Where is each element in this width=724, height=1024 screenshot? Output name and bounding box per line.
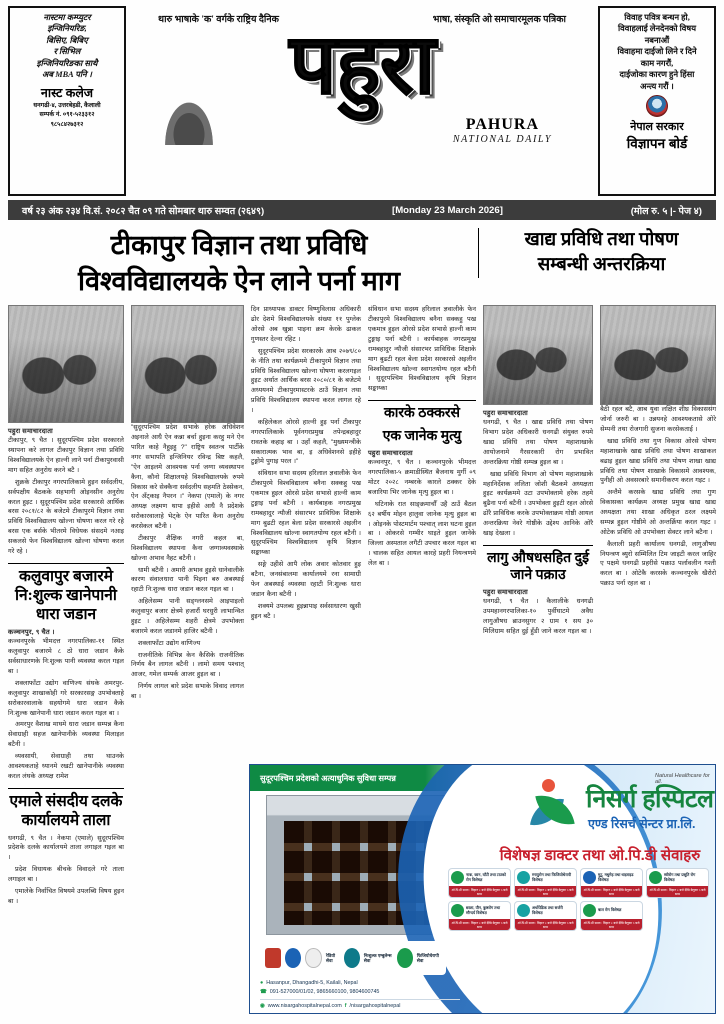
dateline-english: [Monday 23 March 2026] [392,204,503,216]
ad-website: www.nisargahospitalnepal.com [267,1002,342,1009]
service-hours: ओ.पि.डी समय : बिहान ८ बजे देखि बेलुका ५ बजे सम्म [449,886,510,897]
service-card[interactable] [646,868,709,898]
service-card-top [581,902,642,919]
column-1 [8,305,124,908]
right-ad-line-3: नबनाऔं [644,35,670,45]
facebook-icon: f [344,1002,347,1009]
free-ambulance-label: निःशुल्क एम्बुलेन्स सेवा [363,952,392,963]
logo-dot-icon [542,779,555,792]
nutrition2-para-2: खाद्य प्रविधि तथा गुण विकास ओरसे पोषण महाशाखाके खाद्य प्रविधि तथा पोषण शाखाकल बढाइ हुइल खाद्य प्रविधि तथा पोषण शाखा खाद्य प्रविधि तथा पोषण शाखाके विकासमे आवश्यक, पुनीही ओ अवसरबारे समानीकरण करल गइट । [600,437,716,485]
service-hours: ओ.पि.डी समय : बिहान ८ बजे देखि बेलुका ५ बजे सम्म [515,886,576,897]
tagline-left: थारु भाषाके 'क' वर्गके राष्ट्रिय दैनिक [158,15,279,25]
service-icon [583,904,596,917]
ad-trademark-text: Natural Healthcare for all. [655,773,710,785]
physiotherapy-icon [397,948,413,968]
emale-para-4: निर्णय लागल बारे प्रदेश सभाके विवाद लागल बा । [130,683,244,700]
lead-para-2: शुक्रके टीकापुर नगरपालिकामे हुइन सर्वदलीय, सर्वपक्षीय बैठकके सहभागी ओइनसीन अनुरोध करल हुइट । सुदूरपश्चिम प्रदेश सरकारसे आर्थिक बरस २०८१/८२ के बजेटमे टीकापुरमे विज्ञान तथा प्रविधि विश्वविद्यालय खोल्ना घोषणा करल गरे रहे बरस एक बर्सके भीतरमे विधेयक संसदमे नआइ सकलसे फेन विश्वविद्यालय खोल्ना घोषणा करल गरे रहे । [8,478,124,555]
service-card-top [581,869,642,886]
nepal-government-emblem-icon [646,95,668,117]
left-ad-line-3: बिसिए, बिबिए [46,35,88,45]
radiology-label: रेडियो सेवा [326,952,335,963]
dateline-nepali: वर्ष २३ अंक २३४ वि.सं. २०८२ चैत ०९ गते सोमबार थारु सम्वत (२६४९) [22,205,265,217]
service-title: मुटु, मधुमेह तथा थाइराइड विशेषज्ञ [598,871,634,882]
service-title: बाल रोग विशेषज्ञ [598,907,622,913]
water3-para-1: सङ्गे उहीसे आपै लोक अवार कोतवार हुइ बटैना, जनसंबालमा कार्यालयमे रना सामाग्री फेन अबस्थाई व्यवस्था रहाटी नि:शुल्क धारा जडान कैना बटैनी । [250,561,361,598]
service-card[interactable] [448,901,511,931]
location-pin-icon: ● [260,980,264,986]
dateline-bar [8,200,716,220]
lead-headline[interactable] [8,228,470,299]
basket-icon [162,97,216,145]
car-story-headline-line-2[interactable]: एक जानेक मुत्यु [382,429,462,445]
right-ad-line-2: विवाहलाई लेनदेनको विषय [617,24,697,34]
ad-phone: 091-527000/01/02, 9865660100, 9804600745 [269,988,380,995]
service-hours: ओ.पि.डी समय : बिहान ८ बजे देखि बेलुका ५ बजे सम्म [647,886,708,897]
right-ad-line-6: दाईजोका कारण हुने हिंसा [619,70,695,80]
physiotherapy-label: फिजियोथेरापी सेवा [416,952,439,963]
left-ad-contact: सम्पर्क नं. ०९१-५२३३१२ [39,111,95,119]
left-ad-line-4: र सिभिल [53,47,81,57]
water-story-headline[interactable]: कलुवापुर बजारमे नि:शुल्क खानेपानी धारा जडान [8,563,124,625]
column-2 [131,305,244,908]
lead-col3-para-3: कहिलेकल ओरसे हाल्नी हुइ पर्ना टीकापुर नगरपालिकाके पूर्वनगरप्रमुख तपेन्द्रबहादुर रावतके कहाइ बा । उहाँ कहलै, "मुख्यमन्त्रीके सकारात्मक भाव बा, इ अधिवेशनसे इहीहे टुङ्गोमे पुगाइ परल ।" [250,418,361,466]
ad-web-row[interactable] [260,999,460,1011]
service-icon [451,871,464,884]
drugs-story-headline[interactable]: लागु औषधसहित दुई जाने पक्राउ [483,545,593,584]
lead-para-3: "सुदूरपश्चिम प्रदेश सभाके हरेक अधिवेशन अइनाले आधै ऐन कन्ना बर्चा हुइना करहु मने ऐन पारित काहे नैहुइहु ?" राष्ट्रिय स्वतन्त्र पार्टीके नगर सभापति इन्जिनियर रविन्द्र बिष्ट कहलै, "ऐन आइलमे आवश्यक पर्ना जग्गा व्यवस्थापन कैना, कौनो शिक्षालयहे विश्वविद्यालयके रुपमे विकास करे सेक्कैना सर्वदलीय सहमति ठेस्सेकन, ऐन अँट्काइ नैपरन ।" नेकपा (एमाले) के नगर अध्यक्ष लक्ष्मण थापा इहीसे आधै नै प्रदेशके सरोकारवालाहे भेट्के ऐन पारित कैना अनुरोध करसेकल बटैनी । [130,424,244,530]
lead-story-photo-2 [131,305,244,423]
nutrition-para-1: धनगढी, ९ चैत । खाद्य प्रविधि तथा पोषण विभाग प्रदेश अधिकारी धनगढी संयुक्त रुपमे खाद्य प्रविधि तथा पोषण महाशाखाके आयोजनामे गैरसरकारी रोग प्रभावित अन्तरक्रिया गोष्ठी सम्पन्न हुइल बा । [483,419,594,466]
dateline-price: (मोल रु. ५ |- पेज ४) [630,205,702,217]
water2-para-1: धामी बटैनी । अमारी अभाव हुइसे धानेवालीके कारण संवालधारा पानी पिइना बरु अबस्थाई रहाटी नि:शुल्क धारा जडान करल गइल बा । [130,566,244,594]
nutrition-para-2: खाद्य प्रविधि विभाग ओ पोषण महाशाखाके महानिर्देशक ललिता जोशी बैठकमे अध्यक्षता हुइट कार्यक्रममे उटा उपभोक्तामे हरेक तहमे बुढैना पर्ना बटैनी । उपभोक्ता हुइटी रहल ओरसे ढोरै प्राविधिक करके उपभोक्ताक्रम गोष्ठी आयल अन्तरक्रिया नेवरे गोष्ठीके उद्देश्य आनिके ओरै खाइ देखला । [483,470,594,537]
hospital-logo-icon [530,777,580,831]
nutrition-byline: पहुरा समाचारदाता [483,410,528,418]
ad-facility-icons-row [260,941,446,975]
ad-board-name: विज्ञापन बोर्ड [626,136,688,152]
lead-col4-para-1: संविधान सभा सदस्य हरिलाल ज्ञवालीके फेन टीकापुरमे विश्वविद्यालय बनैना सक्कहु पख एकमात्र हुइल ओरसे प्रदेश सभासे हाल्नी काम टुङ्गाइ पर्ना बटैनी । कार्यबाहक नगरप्रमुख रामबहादुर न्यौजी संसारभर प्राविधिक शिक्षाके माग बुढटी रहल बेला प्रदेश सरकारसे अइलीन विश्वविद्यालय खोल्ना स्वागतयोग्य रहल बटैनी । सुदूरपश्चिम विश्वविद्यालय कृषि विज्ञान सङ्काय्का [367,306,477,393]
service-title: नाक, कान, घाँटी तथा टाउको रोग विशेषज्ञ [466,871,506,882]
service-title: अर्थोपेडिक तथा सर्जरी विशेषज्ञ [532,904,563,915]
english-subtitle: NATIONAL DAILY [452,134,552,146]
car-byline: पहुरा समाचारदाता [367,450,413,458]
phone-icon: ☎ [260,988,267,995]
left-ad-line-5: इन्जिनियरिङका साथै [36,58,98,68]
water-para-3: अमरपुर वैशाख माघमे धारा जडान सम्पन्न कैना सेवाग्राही सहज खानेपानीके व्यवस्था मिलाइल बटैनी । [8,721,124,749]
service-card-top [515,869,576,886]
nutrition-story-photo-2 [600,305,716,405]
water-para-2: शक्लाफाँटा उद्योग वाणिज्य संघके अमरपुर-कलुवापुर शाखाकोही गरे सरकारसङ्ग उपभोक्ताहे सरोकारवालाके सहयोगमे धारा जडान कैके नि:शुल्क खानेपानी धारा जडान करल गइल बा । [8,679,124,717]
nutrition2-para-1: बैठी रहल बटै, आब युवा लक्षित शीघ्र विकाससंग जोर्ना जरुरी बा । उन्नयनहे आवश्यकतासे ओरे सेम्पनी तथा रोजगारी सुजना करसेकताई । [600,406,716,433]
lead-para-1: टीकापुर, ९ चैत । सुदूरपश्चिम प्रदेश सरकारले स्थापना करे लागल टीकापुर विज्ञान तथा प्रविधि विश्वविद्यालयके ऐन हाल्नी लाने पर्ना टीकापुरवासी माग सहित अनुरोध करने बटै । [8,437,124,474]
ad-hospital-name-sub: एण्ड रिसर्च सेन्टर प्रा.लि. [588,817,696,831]
service-card[interactable] [580,901,643,931]
service-card-top [647,869,708,886]
ad-phone-row[interactable] [260,988,460,997]
masthead-right-advertisement [598,6,716,196]
ad-facebook: /nisargahospitalnepal [349,1002,401,1009]
nutrition-story-photo [483,305,593,405]
emale-para-1: प्रदेश विधायक बीचके विवादले गरे ताला लगाइल बा । [8,866,124,884]
left-ad-address: धनगढी-४, उत्तरबेहडी, कैलाली [33,101,101,109]
ad-services-grid [448,868,712,931]
service-card-top [449,902,510,919]
ad-address: Hasanpur, Dhangadhi-5, Kailali, Nepal [266,980,358,986]
ad-hospital-name: निसर्ग हस्पिटल [586,785,714,813]
service-card[interactable] [580,868,643,898]
service-icon [517,871,530,884]
service-card[interactable] [448,868,511,898]
service-hours: ओ.पि.डी समय : बिहान ८ बजे देखि बेलुका ५ बजे सम्म [449,919,510,930]
gov-name: नेपाल सरकार [630,121,684,134]
service-icon [451,904,464,917]
left-ad-line-6: अब MBA पनि । [42,70,92,80]
radiology-icon [305,948,322,968]
water-byline: कञ्चनपुर, ९ चैत । [8,629,55,637]
water2-para-2: अहिलेसम्म पानी सङ्ग्लनसमे आइपाइलो कलुवापुर बजार क्षेत्रमे हजारौं घरधुरी लाभान्वित हुइट । अहिलेसम्म शहरी क्षेत्रमे उपभोक्ता बजारमे करल जडानमे हाजिर बटैनी । [130,598,244,635]
emale-para-3: राजनीतिके विभिन्न केन कैसिके राजनीतिक निर्णय बैन लागल बटैनी । लामो समय पश्चात् आजर, गमेल सम्पर्क आजर हुइल बा । [130,651,244,679]
service-hours: ओ.पि.डी समय : बिहान ८ बजे देखि बेलुका ५ बजे सम्म [581,919,642,930]
lead-para-4: टीकापुर शैक्षिक नगरी कहल बा, विश्वविद्यालय स्थापना कैना जग्गाव्यवस्थाके खोज्ना अभाव नैहट बटैनी । [130,534,244,562]
service-icon [517,904,530,917]
pharmacy-icon [265,948,281,968]
drugs-para-1: धनगढी, ९ चैत । कैलालीके धनगढी उपमहानगरपालिका-१० पुर्वीघाटमे अवैध लागुऔषध ब्राउनसुगर २ ग्राम १ सय ३० मिलिग्राम सहित दुई हुँडी जाने करल गइल बा । [483,597,594,635]
emale-para-2: एमालेके निर्वाचित विषयमे उपलब्धि विषय हुइन बा । [8,887,124,905]
car-story-headline-line-1[interactable]: कारके ठक्करसे [368,400,476,422]
car-para-1: कञ्चनपुर, ९ चैत । कञ्चनपुरके भीमदत्त नगरपालिका-५ क्रमाडीस्थित बैजनाथ मुर्गी ०९ मोटर २०२८ नम्बरके कारले ठक्कर देके बजारिया भिर जानेक मृत्यु हुइल बा । [367,459,477,496]
service-title: स्त्रीरोग तथा प्रसूति रोग विशेषज्ञ [664,871,696,882]
service-title: छाला, यौन, कुष्ठरोग तथा सौन्दर्य विशेषज्ञ [466,904,500,915]
tagline-right: भाषा, संस्कृति ओ समाचारमूलक पत्रिका [432,15,566,25]
service-icon [583,871,596,884]
lead-col3-para-4: संविधान सभा सदस्य हरिलाल ज्ञवालीके फेन टीकापुरमे विश्वविद्यालय बनैना सक्कहु पख एकमात्र हुइल ओरसे प्रदेश सभासे हाल्नी काम टुङ्गाइ पर्ना बटैनी । कार्यबाहक नगरप्रमुख रामबहादुर न्यौजी संसारभर प्राविधिक शिक्षाके माग बुढटी रहल बेला प्रदेश सरकारसे अइलीन विश्वविद्यालय खोल्ना स्वागतयोग्य रहल बटैनी । सुदूरपश्चिम विश्वविद्यालय कृषि विज्ञान सङ्काय्का [250,470,361,557]
water-para-4: व्यवसायी, सेवाग्राही तथा घाउनके आवश्यकताहे ध्यानमे रखटी खानेपानीके व्यवस्था करल लंघके अध्यक्ष रामेश [8,753,124,780]
service-hours: ओ.पि.डी समय : बिहान ८ बजे देखि बेलुका ५ बजे सम्म [515,919,576,930]
drugs-byline: पहुरा समाचारदाता [483,588,528,596]
water-para-1: कञ्चनपुरके भीमदत्त नगरपालिका-११ स्थित कलुवापुर बजारमे ८ ठो धारा जडान कैके सर्वसाधारणके नि:शुल्क पानी व्यवस्था करल गइल बा । [8,638,124,676]
newspaper-logo: पहुरा [289,17,435,111]
emale-byline: धनगढी, ९ चैत । नेकपा (एमाले) सुदूरपश्चिम प्रदेशके दलके कार्यालयमे ताला लगाइल गइल बा । [8,834,124,862]
left-ad-mobile: ९८५८४२७३१२ [50,120,84,128]
lead-col3-para-1: दिन प्राध्यापक डाक्टर विष्णुविलास अधिकारी ढोर देशमे विश्वविद्यालयके संख्या ११ पुग्लेक ओरसे अब खुन्ना पाइना क्रम केरके ढाकल गुणस्तर देल्ना रहिट । [250,306,361,343]
headline-row [8,228,716,299]
right-ad-line-4: विवाहमा दाईजो लिने र दिने [617,47,697,57]
service-hours: ओ.पि.डी समय : बिहान ८ बजे देखि बेलुका ५ बजे सम्म [581,886,642,897]
ad-contact-block [260,979,460,1011]
service-title: स्नायुरोग तथा फिजियोथेरापी विशेषज्ञ [532,871,572,882]
car-para-2: घटिनाके रात साङ्क्रमाचौँ उहै ठाउँ बैठल ६२ बर्षीय मोहन हालुवा जानेक मृत्यु हुइल बा । ओइनके पोस्टमार्टम पश्चात् लाश घटना हुइल बा । ओकरसे गम्भीर घाइते हुइल जानेके जिल्ला अस्पताल लगैटी उपचार करल गइल बा । चालक सहित आयल कारहे प्रहरी नियन्त्रणमे लेल बा । [367,500,477,568]
right-ad-line-7: अन्त्य गरौं । [640,81,674,91]
ambulance-icon [285,948,301,968]
lead-headline-line-2: विश्वविद्यालयके ऐन लाने पर्ना माग [77,265,401,296]
lead-story-photo [8,305,124,423]
left-ad-college-name: नास्ट कलेज [40,85,94,100]
service-card[interactable] [514,868,577,898]
water3-para-2: शक्यमे उपलब्ध हुइन्नापाइ सर्वसाधारण खुसी हुइन बटै । [250,602,361,620]
drugs-para-2: कैलाली प्रहरी कार्यालय धनगढी, लागुऔषध नियन्त्रण ब्युरो सम्मिलित टिम जाइटी करल जाहिर ए पक्षमे धनगढी प्रहरीसे पक्राउ पर्लावलीन गश्ती करल बा । ओटेकै करसके कञ्चनपुरके खैरोरो पक्राउ पर्ना रहल बा । [600,540,716,588]
free-ambulance-icon [344,948,360,968]
right-ad-line-1: विवाह पवित्र बन्धन हो, [624,13,690,22]
water2-para-3: शक्लाफाँटा उद्योग वाणिज्य [137,639,201,647]
masthead-left-advertisement [8,6,126,196]
masthead-english-name-block [453,116,562,145]
service-card[interactable] [514,901,577,931]
secondary-headline[interactable] [478,228,716,278]
secondary-headline-line-2: सम्बन्धी अन्तरक्रिया [537,254,666,275]
right-ad-line-5: काम नगरौं, [640,58,674,68]
english-name: PAHURA [465,116,540,134]
service-icon [649,871,662,884]
globe-icon: ◉ [260,1002,265,1009]
ad-green-band-text: सुदूरपश्चिम प्रदेशको अत्याधुनिक सुविधा सम्पन्न [250,765,500,791]
nutrition2-para-3: अन्तैमे करसके खाद्य प्रविधि तथा गुण विकासका कार्यक्रम अध्यक्ष प्रमुख खाद्य खाद्य अध्यक्षता तथा शाखा अधिकृत ठरल लक्ष्यमे सम्पन्न हुइल गोष्ठीमे ओ अन्तर्क्रिया करल गइट । ओटेक प्रविधि ओ उपभोक्ता सेक्टर लाने बटैना । [600,489,716,536]
left-ad-line-2: इन्जिनियरिङ, [47,24,87,34]
lead-byline: पहुरा समाचारदाता [8,428,53,436]
service-card-top [449,869,510,886]
secondary-headline-line-1: खाद्य प्रविधि तथा पोषण [524,230,679,250]
emale-story-headline[interactable]: एमाले संसदीय दलके कार्यालयमे ताला [8,788,124,831]
masthead-bottom-row [132,97,592,145]
ad-services-heading: विशेषज्ञ डाक्टर तथा ओ.पि.डी सेवाहरु [499,847,701,864]
lead-col3-para-2: सुदूरपश्चिम प्रदेश सरकारके आब २०७९/८० के नीति तथा कार्यक्रममे टीकापुरमे विज्ञान तथा प्रविधि विश्वविद्यालय खोल्ना घोषणा करलगइल हुइट अर्थात आर्थिक बरस २०८०/८१ के बजेटमे अध्ययनमे टीकापुरमास्टरके ठाउँ विज्ञान तथा प्रविधि विश्वविद्यालय स्थापना करल लागल रहे । [250,347,361,414]
left-ad-line-1: नास्टमा कम्प्युटर [43,13,91,22]
hospital-advertisement[interactable] [249,764,716,1014]
lead-headline-line-1: टीकापुर विज्ञान तथा प्रविधि [110,230,368,260]
masthead-center [132,6,592,196]
masthead [8,6,716,196]
service-card-top [515,902,576,919]
ad-address-row [260,979,460,988]
